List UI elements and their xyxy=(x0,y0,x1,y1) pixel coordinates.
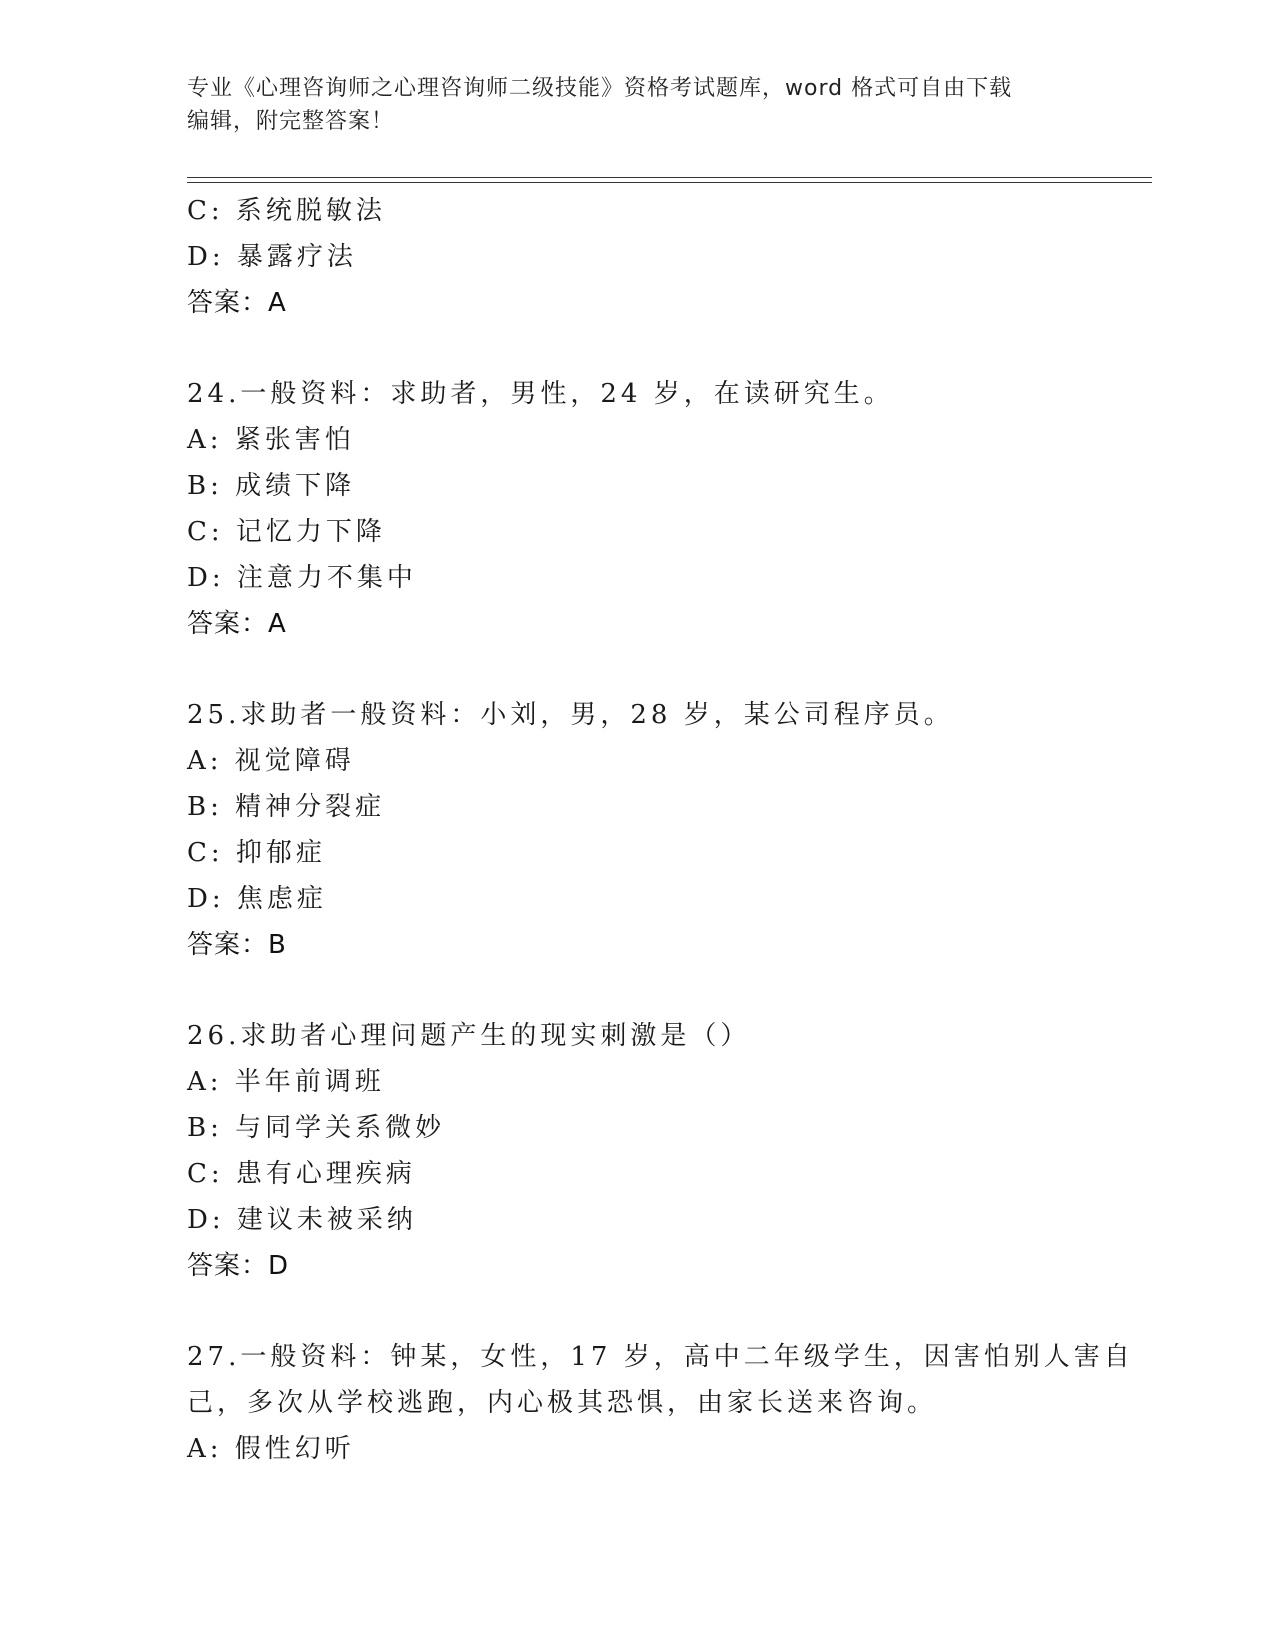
option-d: D: 焦虑症 xyxy=(187,884,327,914)
header-rule-bottom xyxy=(187,182,1152,183)
question-27 xyxy=(187,1334,1152,1472)
header-line-2: 编辑，附完整答案！ xyxy=(187,109,395,134)
option-a: A: 半年前调班 xyxy=(187,1067,385,1097)
question-23-tail xyxy=(187,188,1152,326)
answer-line: 答案：A xyxy=(187,288,287,318)
option-a: A: 紧张害怕 xyxy=(187,425,355,455)
question-24 xyxy=(187,371,1152,647)
document-body xyxy=(187,188,1152,1472)
question-26 xyxy=(187,1013,1152,1289)
answer-line: 答案：D xyxy=(187,1251,290,1281)
option-d: D: 暴露疗法 xyxy=(187,242,357,272)
question-stem: 26.求助者心理问题产生的现实刺激是（） xyxy=(187,1021,751,1051)
option-a: A: 假性幻听 xyxy=(187,1434,355,1464)
question-stem-line-1: 27.一般资料：钟某，女性，17 岁，高中二年级学生，因害怕别人害自 xyxy=(187,1342,1134,1372)
option-c: C: 记忆力下降 xyxy=(187,517,386,547)
option-b: B: 与同学关系微妙 xyxy=(187,1113,446,1143)
question-stem-line-2: 己，多次从学校逃跑，内心极其恐惧，由家长送来咨询。 xyxy=(187,1388,938,1418)
question-stem: 24.一般资料：求助者，男性，24 岁，在读研究生。 xyxy=(187,379,894,409)
question-25 xyxy=(187,692,1152,968)
option-b: B: 精神分裂症 xyxy=(187,792,386,822)
header-line-1: 专业《心理咨询师之心理咨询师二级技能》资格考试题库，word 格式可自由下载 xyxy=(187,76,1013,101)
option-a: A: 视觉障碍 xyxy=(187,746,355,776)
question-stem: 25.求助者一般资料：小刘，男，28 岁，某公司程序员。 xyxy=(187,700,954,730)
document-header xyxy=(187,72,1067,138)
option-c: C: 系统脱敏法 xyxy=(187,196,386,226)
option-d: D: 注意力不集中 xyxy=(187,563,417,593)
answer-line: 答案：B xyxy=(187,930,287,960)
option-c: C: 患有心理疾病 xyxy=(187,1159,416,1189)
header-rule-top xyxy=(187,177,1152,178)
option-c: C: 抑郁症 xyxy=(187,838,326,868)
option-d: D: 建议未被采纳 xyxy=(187,1205,417,1235)
answer-line: 答案：A xyxy=(187,609,287,639)
option-b: B: 成绩下降 xyxy=(187,471,356,501)
